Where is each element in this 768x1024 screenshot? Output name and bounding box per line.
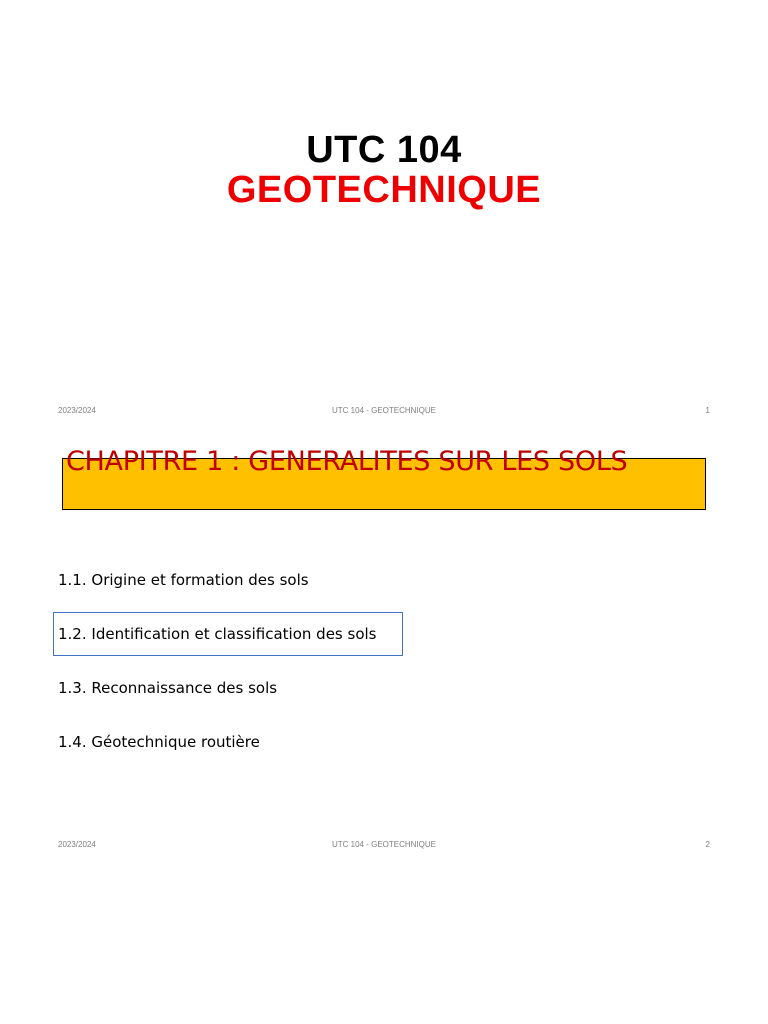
slide-2 [0,430,768,860]
footer-date: 2023/2024 [58,406,96,415]
footer-page-number: 1 [705,406,710,415]
footer-date: 2023/2024 [58,840,96,849]
slide-footer [58,404,710,418]
toc-item: 1.3. Reconnaissance des sols [58,679,278,697]
slide-footer [58,838,710,852]
chapter-title: CHAPITRE 1 : GENERALITES SUR LES SOLS [66,446,628,477]
toc-item: 1.4. Géotechnique routière [58,733,260,751]
footer-course: UTC 104 - GEOTECHNIQUE [331,406,436,415]
footer-course: UTC 104 - GEOTECHNIQUE [331,840,436,849]
toc-item-selected[interactable]: 1.2. Identification et classification des sols [58,625,377,643]
course-name-title: GEOTECHNIQUE [226,169,542,211]
toc-item: 1.1. Origine et formation des sols [58,571,309,589]
course-code-title: UTC 104 [306,129,462,171]
footer-page-number: 2 [705,840,710,849]
slide-1 [0,0,768,430]
